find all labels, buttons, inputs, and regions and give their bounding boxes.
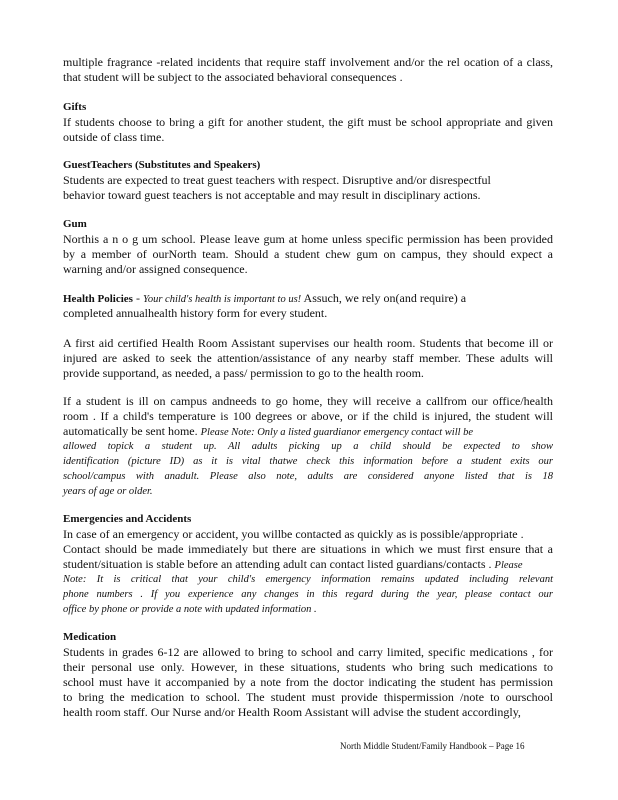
- text-line: outside of class time.: [63, 130, 165, 144]
- text-line: behavior toward guest teachers is not acceptable and may result in disciplinary actions.: [63, 188, 481, 202]
- dash-text: -: [132, 291, 143, 305]
- text-line: school must have it accompanied by a note from the doctor indicating the student has permission: [63, 675, 553, 689]
- italic-note: Your child's health is important to us!: [142, 294, 302, 305]
- health-room-paragraph: [63, 336, 553, 381]
- text-line: room . If a child's temperature is 100 degrees or above, or if the child is injured, the student will: [63, 409, 553, 423]
- health-policies-section: [63, 291, 553, 321]
- mixed-line: [63, 424, 553, 439]
- section-heading: Gifts: [63, 101, 87, 113]
- gifts-section: [63, 100, 553, 145]
- text-fragment: automatically be sent home.: [63, 424, 201, 438]
- guest-teachers-section: [63, 158, 553, 203]
- text-line: If a student is ill on campus andneeds to go home, they will receive a callfrom our office/health: [63, 394, 553, 408]
- text-line: to bring the medication to school. The student must provide thispermission /note to ourschool: [63, 690, 553, 704]
- text-line: Northis a n o g um school. Please leave gum at home unless specific permission has been provided: [63, 232, 553, 246]
- emergencies-section: [63, 512, 553, 617]
- intro-paragraph: [63, 55, 553, 85]
- text-line: health room staff. Our Nurse and/or Health Room Assistant will advise the student accordingly,: [63, 705, 521, 719]
- text-line: warning and/or assigned consequence.: [63, 262, 248, 276]
- text-fragment: student/situation is stable before an attending adult can contact listed guardians/contacts .: [63, 557, 492, 571]
- text-line: A first aid certified Health Room Assistant supervises our health room. Students that become ill or: [63, 336, 553, 350]
- text-line: provide supportand, as needed, a pass/ permission to go to the health room.: [63, 366, 424, 380]
- italic-note: Please: [494, 560, 523, 571]
- section-heading: Medication: [63, 631, 117, 643]
- italic-line: allowed topick a student up. All adults picking up a child should be expected to show: [63, 441, 553, 452]
- text-line: completed annualhealth history form for every student.: [63, 306, 328, 320]
- sick-student-paragraph: [63, 394, 553, 499]
- gum-section: [63, 217, 553, 277]
- health-intro-line: [63, 291, 553, 306]
- text-line: Contact should be made immediately but there are situations in which we must first ensure that a: [63, 542, 553, 556]
- section-heading: Gum: [63, 218, 87, 230]
- text-fragment: Assuch, we rely on(and require) a: [301, 291, 467, 305]
- italic-line: years of age or older.: [63, 486, 153, 497]
- text-line: by a member of ourNorth team. Should a student chew gum on campus, they should expect a: [63, 247, 553, 261]
- medication-section: [63, 630, 553, 720]
- italic-note: Please Note: Only a listed guardianor emergency contact will be: [200, 427, 474, 438]
- text-line: injured are asked to seek the attention/assistance of any nearby staff member. These adults will: [63, 351, 553, 365]
- italic-line: office by phone or provide a note with updated information .: [63, 604, 317, 615]
- section-heading: Emergencies and Accidents: [63, 513, 192, 525]
- text-line: their personal use only. However, in these situations, students who bring such medications to: [63, 660, 553, 674]
- page-footer: North Middle Student/Family Handbook – Page 16: [340, 741, 525, 751]
- mixed-line: [63, 557, 553, 572]
- italic-line: school/campus with anadult. Please also note, adults are considered anyone listed that is 18: [63, 471, 553, 482]
- text-line: that student will be subject to the associated behavioral consequences .: [63, 70, 403, 84]
- italic-line: Note: It is critical that your child's emergency information remains updated including relevant: [63, 574, 553, 585]
- section-heading: GuestTeachers (Substitutes and Speakers): [63, 159, 261, 171]
- text-line: Students are expected to treat guest teachers with respect. Disruptive and/or disrespectful: [63, 173, 491, 187]
- section-heading: Health Policies: [63, 293, 133, 305]
- italic-line: phone numbers . If you experience any changes in this regard during the year, please contact our: [63, 589, 553, 600]
- italic-line: identification (picture ID) as it is vital thatwe check this information before a student exits our: [63, 456, 553, 467]
- text-line: Students in grades 6-12 are allowed to bring to school and carry limited, specific medications , for: [63, 645, 553, 659]
- text-line: If students choose to bring a gift for another student, the gift must be school appropriate and given: [63, 115, 553, 129]
- text-line: multiple fragrance -related incidents that require staff involvement and/or the rel ocation of a class,: [63, 55, 553, 69]
- text-line: In case of an emergency or accident, you willbe contacted as quickly as is possible/appropriate .: [63, 527, 524, 541]
